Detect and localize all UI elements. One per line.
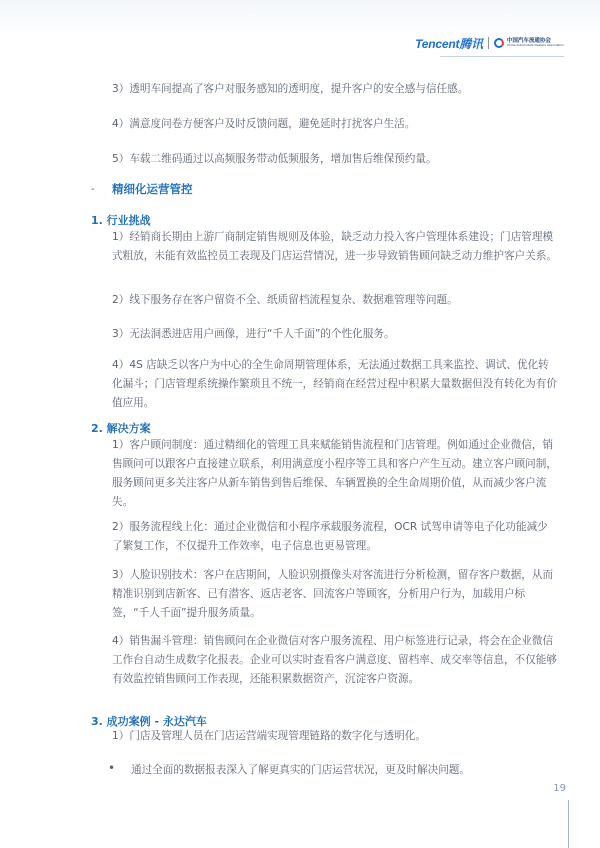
solution-item-2: 2）服务流程线上化：通过企业微信和小程序承载服务流程，OCR 试驾申请等电子化功能减少了繁复工作，不仅提升工作效率，电子信息也更易管理。 [112, 521, 548, 552]
case-item-1: 1）门店及管理人员在门店运营端实现管理链路的数字化与透明化。 [112, 730, 426, 742]
challenge-item-4: 4）4S 店缺乏以客户为中心的全生命周期管理体系，无法通过数据工具来监控、调试、优化转化漏斗；门店管理系统操作繁琐且不统一，经销商在经营过程中积累大量数据但没有转化为有价值应用。 [112, 359, 557, 409]
section-dash: - [91, 184, 95, 195]
page-number-rule [568, 800, 569, 848]
tencent-logo: Tencent腾讯 [415, 36, 483, 51]
bullet-marker: • [108, 761, 116, 775]
case-bullet-1: 通过全面的数据报表深入了解更真实的门店运营状况，更及时解决问题。 [131, 764, 470, 776]
challenge-item-3: 3）无法洞悉进店用户画像，进行“千人千面”的个性化服务。 [112, 328, 395, 340]
solution-item-1: 1）客户顾问制度：通过精细化的管理工具来赋能销售流程和门店管理。例如通过企业微信，销售顾问可以跟客户直接建立联系，利用满意度小程序等工具和客户产生互动。建立客户顾问制，服务顾问更多关注客户从新车销售到售后维保、车辆置换的全生命周期价值，从而减少客户流失。 [112, 439, 557, 508]
caam-logo [494, 38, 564, 48]
intro-item-4: 4）满意度问卷方便客户及时反馈问题，避免延时打扰客户生活。 [112, 118, 416, 130]
solution-item-3: 3）人脸识别技术：客户在店期间，人脸识别摄像头对客流进行分析检测，留存客户数据，从而精准识别到店新客、已有潜客、返店老客、回流客户等顾客，分析用户行为，加载用户标签，“千人千面”提升服务质量。 [112, 569, 554, 619]
challenge-item-1: 1）经销商长期由上游厂商制定销售规则及体验，缺乏动力投入客户管理体系建设；门店管理模式粗放，未能有效监控员工表现及门店运营情况，进一步导致销售顾问缺乏动力维护客户关系。 [112, 231, 557, 262]
page-number: 19 [553, 783, 566, 794]
case-title: 3. 成功案例 - 永达汽车 [91, 715, 207, 728]
caam-name-en: China Automobile Dealers Association [506, 43, 564, 48]
solutions-title: 2. 解决方案 [91, 422, 151, 435]
intro-item-5: 5）车载二维码通过以高频服务带动低频服务，增加售后维保预约量。 [112, 153, 437, 165]
page-header [415, 33, 564, 53]
intro-item-3: 3）透明车间提高了客户对服务感知的透明度，提升客户的安全感与信任感。 [112, 83, 469, 95]
logo-separator [488, 37, 489, 49]
challenges-title: 1. 行业挑战 [91, 214, 151, 227]
top-band [0, 0, 600, 34]
section-title: 精细化运营管控 [112, 182, 193, 196]
caam-emblem-icon [494, 38, 504, 48]
challenge-item-2: 2）线下服务存在客户留资不全、纸质留档流程复杂、数据难管理等问题。 [112, 294, 458, 306]
solution-item-4: 4）销售漏斗管理：销售顾问在企业微信对客户服务流程、用户标签进行记录，将会在企业微信工作台自动生成数字化报表。企业可以实时查看客户满意度、留档率、成交率等信息，不仅能够有效监控销售顾问工作表现，还能积累数据资产，沉淀客户资源。 [112, 635, 557, 685]
caam-name-cn: 中国汽车流通协会 [506, 37, 551, 44]
header-rule [440, 56, 564, 57]
